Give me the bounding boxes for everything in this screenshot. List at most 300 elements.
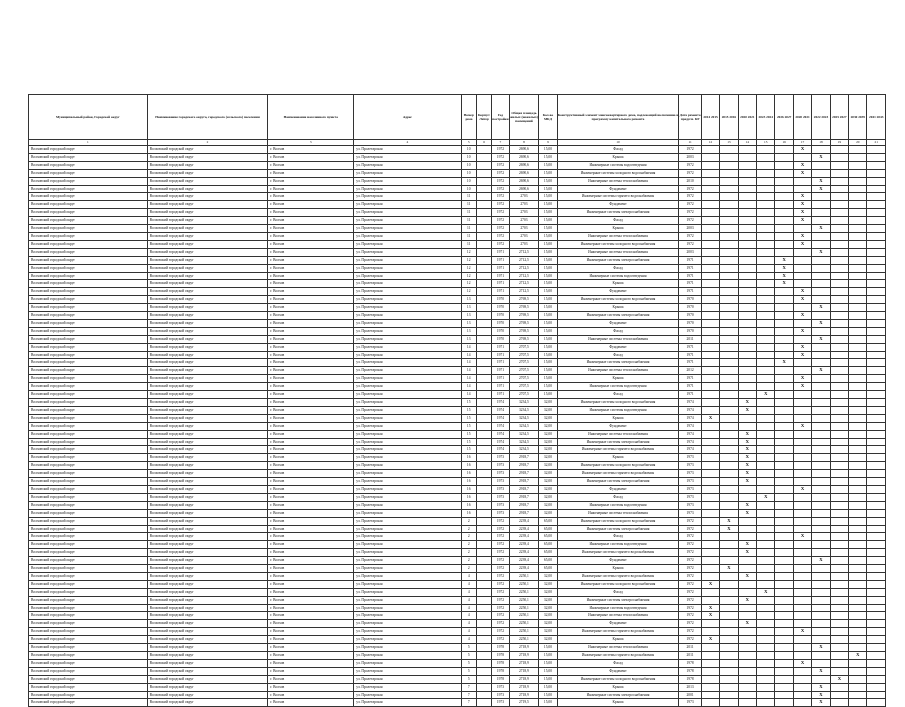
period-cell-15 [757,177,775,185]
repair-date-cell: 1974 [679,399,701,407]
period-mark-12: X [701,612,719,620]
build-year-cell: 1973 [492,493,509,501]
period-cell-17 [793,225,811,233]
build-year-cell: 1971 [492,288,509,296]
table-row [29,209,886,217]
period-mark-17: X [793,383,811,391]
table-row [29,177,886,185]
period-cell-19 [830,351,848,359]
period-cell-19 [830,541,848,549]
mkd-count-cell: 15,00 [539,652,557,660]
settlement-cell: г. Волхов [268,565,354,573]
area-cell: 2718,9 [509,644,539,652]
period-cell-16 [775,462,793,470]
area-cell: 2690,6 [509,161,539,169]
period-cell-15 [757,169,775,177]
period-cell-12 [701,327,719,335]
repair-date-cell: 1972 [679,517,701,525]
period-cell-13 [720,406,738,414]
municipality-cell: Волховский городской округ [147,659,268,667]
period-cell-18 [812,628,830,636]
period-mark-17: X [793,209,811,217]
period-cell-21 [867,280,886,288]
settlement-cell: г. Волхов [268,541,354,549]
period-cell-18 [812,517,830,525]
period-cell-15 [757,652,775,660]
period-cell-13 [720,280,738,288]
period-cell-12 [701,588,719,596]
build-year-cell: 1974 [492,406,509,414]
period-cell-17 [793,264,811,272]
address-cell: ул. Пролетарская [354,177,461,185]
table-row [29,232,886,240]
district-cell: Волховский городской округ [29,225,148,233]
settlement-cell: г. Волхов [268,422,354,430]
mkd-count-cell: 65,00 [539,565,557,573]
municipality-cell: Волховский городской округ [147,185,268,193]
period-cell-21 [867,652,886,660]
district-cell: Волховский городской округ [29,375,148,383]
element-cell: Инженерные системы водоотведения [557,161,679,169]
period-cell-21 [867,256,886,264]
period-cell-12 [701,391,719,399]
municipality-cell: Волховский городской округ [147,296,268,304]
period-cell-12 [701,240,719,248]
element-cell: Инженерные системы теплоснабжения [557,177,679,185]
period-cell-12 [701,319,719,327]
period-cell-15 [757,161,775,169]
area-cell: 2703 [509,240,539,248]
address-cell: ул. Пролетарская [354,399,461,407]
period-cell-17 [793,177,811,185]
table-row [29,383,886,391]
build-year-cell: 1974 [492,422,509,430]
period-cell-16 [775,683,793,691]
municipality-cell: Волховский городской округ [147,169,268,177]
address-cell: ул. Пролетарская [354,406,461,414]
build-year-cell: 1971 [492,383,509,391]
period-cell-13 [720,509,738,517]
period-cell-20 [849,193,867,201]
period-mark-18: X [812,185,830,193]
area-cell: 2718,9 [509,683,539,691]
period-cell-17 [793,557,811,565]
period-cell-12 [701,209,719,217]
period-cell-16 [775,517,793,525]
table-row [29,446,886,454]
period-cell-18 [812,288,830,296]
table-row [29,699,886,707]
settlement-cell: г. Волхов [268,659,354,667]
period-cell-12 [701,146,719,154]
building-cell [476,343,491,351]
element-cell: Инженерные системы горячего водоснабжения [557,470,679,478]
period-cell-16 [775,525,793,533]
district-cell: Волховский городской округ [29,565,148,573]
settlement-cell: г. Волхов [268,699,354,707]
period-cell-12 [701,304,719,312]
period-mark-17: X [793,485,811,493]
period-cell-17 [793,280,811,288]
period-cell-17 [793,414,811,422]
district-cell: Волховский городской округ [29,335,148,343]
period-mark-17: X [793,169,811,177]
period-cell-20 [849,470,867,478]
house-number-cell: 14 [461,367,476,375]
period-cell-19 [830,525,848,533]
period-cell-19 [830,161,848,169]
period-cell-14 [738,391,756,399]
period-cell-19 [830,462,848,470]
period-cell-14 [738,493,756,501]
building-cell [476,667,491,675]
area-cell: 2719,5 [509,699,539,707]
address-cell: ул. Пролетарская [354,391,461,399]
period-cell-14 [738,232,756,240]
area-cell: 2712,5 [509,280,539,288]
period-cell-20 [849,572,867,580]
period-cell-20 [849,161,867,169]
build-year-cell: 1971 [492,343,509,351]
area-cell: 2769,5 [509,335,539,343]
build-year-cell: 1972 [492,604,509,612]
period-cell-15 [757,217,775,225]
area-cell: 2239,4 [509,533,539,541]
period-cell-16 [775,478,793,486]
element-cell: Инженерные системы электроснабжения [557,596,679,604]
settlement-cell: г. Волхов [268,272,354,280]
area-cell: 3234,5 [509,422,539,430]
build-year-cell: 1972 [492,240,509,248]
period-cell-13 [720,240,738,248]
period-cell-12 [701,359,719,367]
settlement-cell: г. Волхов [268,580,354,588]
period-mark-14: X [738,470,756,478]
period-cell-16 [775,240,793,248]
period-cell-14 [738,288,756,296]
element-cell: Инженерные системы горячего водоснабжения [557,652,679,660]
period-cell-13 [720,644,738,652]
building-cell [476,509,491,517]
building-cell [476,351,491,359]
period-cell-13 [720,217,738,225]
settlement-cell: г. Волхов [268,549,354,557]
house-number-cell: 10 [461,169,476,177]
repair-date-cell: 1972 [679,604,701,612]
element-cell: Инженерные системы теплоснабжения [557,367,679,375]
period-cell-17 [793,541,811,549]
build-year-cell: 1972 [492,588,509,596]
mkd-count-cell: 15,00 [539,209,557,217]
period-cell-14 [738,153,756,161]
period-cell-18 [812,256,830,264]
municipality-cell: Волховский городской округ [147,406,268,414]
address-cell: ул. Пролетарская [354,367,461,375]
period-cell-14 [738,383,756,391]
mkd-count-cell: 65,00 [539,525,557,533]
district-cell: Волховский городской округ [29,327,148,335]
period-cell-19 [830,383,848,391]
period-cell-12 [701,438,719,446]
mkd-count-cell: 15,00 [539,659,557,667]
period-mark-14: X [738,406,756,414]
municipality-cell: Волховский городской округ [147,462,268,470]
settlement-cell: г. Волхов [268,478,354,486]
period-cell-20 [849,367,867,375]
table-row [29,588,886,596]
settlement-cell: г. Волхов [268,557,354,565]
address-cell: ул. Пролетарская [354,375,461,383]
table-row [29,217,886,225]
address-cell: ул. Пролетарская [354,667,461,675]
period-mark-17: X [793,217,811,225]
build-year-cell: 1972 [492,525,509,533]
period-cell-15 [757,533,775,541]
house-number-cell: 16 [461,509,476,517]
period-cell-21 [867,185,886,193]
mkd-count-cell: 65,00 [539,557,557,565]
period-cell-13 [720,169,738,177]
table-row [29,406,886,414]
period-cell-17 [793,612,811,620]
period-cell-20 [849,699,867,707]
municipality-cell: Волховский городской округ [147,351,268,359]
period-cell-13 [720,248,738,256]
period-cell-21 [867,580,886,588]
municipality-cell: Волховский городской округ [147,675,268,683]
period-cell-13 [720,335,738,343]
mkd-count-cell: 32,00 [539,572,557,580]
period-cell-14 [738,146,756,154]
period-mark-18: X [812,225,830,233]
period-cell-20 [849,422,867,430]
house-number-cell: 16 [461,454,476,462]
period-cell-12 [701,683,719,691]
municipality-cell: Волховский городской округ [147,628,268,636]
building-cell [476,312,491,320]
period-cell-14 [738,217,756,225]
municipality-cell: Волховский городской округ [147,485,268,493]
build-year-cell: 1973 [492,485,509,493]
repair-date-cell: 1971 [679,375,701,383]
build-year-cell: 1971 [492,359,509,367]
period-cell-19 [830,232,848,240]
building-cell [476,478,491,486]
settlement-cell: г. Волхов [268,406,354,414]
period-cell-12 [701,406,719,414]
build-year-cell: 1972 [492,201,509,209]
period-cell-17 [793,604,811,612]
district-cell: Волховский городской округ [29,430,148,438]
address-cell: ул. Пролетарская [354,217,461,225]
period-cell-15 [757,612,775,620]
address-cell: ул. Пролетарская [354,517,461,525]
repair-date-cell: 1974 [679,406,701,414]
period-cell-18 [812,533,830,541]
period-cell-18 [812,454,830,462]
period-cell-13 [720,161,738,169]
period-cell-20 [849,462,867,470]
period-cell-12 [701,217,719,225]
table-row [29,652,886,660]
period-cell-19 [830,319,848,327]
period-cell-15 [757,375,775,383]
build-year-cell: 1972 [492,541,509,549]
period-cell-15 [757,557,775,565]
period-cell-21 [867,533,886,541]
settlement-cell: г. Волхов [268,612,354,620]
period-cell-16 [775,201,793,209]
period-cell-18 [812,422,830,430]
period-mark-20: X [849,652,867,660]
area-cell: 2769,5 [509,312,539,320]
municipality-cell: Волховский городской округ [147,517,268,525]
period-cell-20 [849,557,867,565]
period-cell-19 [830,485,848,493]
repair-date-cell: 2011 [679,644,701,652]
area-cell: 2250,1 [509,596,539,604]
table-row [29,533,886,541]
period-cell-19 [830,343,848,351]
element-cell: Инженерные системы теплоснабжения [557,430,679,438]
period-cell-12 [701,620,719,628]
period-cell-20 [849,438,867,446]
column-header-16: 2026 2027 [775,95,793,140]
settlement-cell: г. Волхов [268,675,354,683]
address-cell: ул. Пролетарская [354,304,461,312]
period-cell-18 [812,240,830,248]
column-number-21: 21 [867,140,886,146]
period-mark-17: X [793,232,811,240]
period-cell-16 [775,454,793,462]
settlement-cell: г. Волхов [268,225,354,233]
element-cell: Крыша [557,683,679,691]
period-cell-16 [775,161,793,169]
build-year-cell: 1972 [492,232,509,240]
element-cell: Фасад [557,217,679,225]
element-cell: Фасад [557,533,679,541]
district-cell: Волховский городской округ [29,399,148,407]
settlement-cell: г. Волхов [268,509,354,517]
mkd-count-cell: 65,00 [539,549,557,557]
table-row [29,541,886,549]
building-cell [476,319,491,327]
municipality-cell: Волховский городской округ [147,533,268,541]
period-mark-15: X [757,493,775,501]
element-cell: Инженерные системы горячего водоснабжения [557,572,679,580]
table-row [29,414,886,422]
mkd-count-cell: 15,00 [539,327,557,335]
table-row [29,612,886,620]
repair-date-cell: 1973 [679,509,701,517]
municipality-cell: Волховский городской округ [147,644,268,652]
period-cell-15 [757,572,775,580]
period-cell-16 [775,628,793,636]
column-header-12: 2014 2015 [701,95,719,140]
period-cell-15 [757,280,775,288]
period-cell-16 [775,667,793,675]
column-header-9: Кол-во МКД [539,95,557,140]
period-cell-18 [812,588,830,596]
settlement-cell: г. Волхов [268,177,354,185]
build-year-cell: 1972 [492,557,509,565]
municipality-cell: Волховский городской округ [147,367,268,375]
period-cell-20 [849,691,867,699]
period-cell-15 [757,209,775,217]
period-cell-13 [720,414,738,422]
house-number-cell: 2 [461,525,476,533]
period-cell-16 [775,343,793,351]
period-cell-13 [720,367,738,375]
period-cell-19 [830,493,848,501]
column-number-5: 5 [461,140,476,146]
column-header-8: Общая площадь жилых (нежилых) помещений [509,95,539,140]
mkd-count-cell: 32,00 [539,454,557,462]
address-cell: ул. Пролетарская [354,248,461,256]
period-cell-16 [775,185,793,193]
building-cell [476,588,491,596]
settlement-cell: г. Волхов [268,525,354,533]
period-cell-15 [757,240,775,248]
period-cell-15 [757,319,775,327]
period-cell-14 [738,169,756,177]
house-number-cell: 12 [461,280,476,288]
building-cell [476,517,491,525]
municipality-cell: Волховский городской округ [147,612,268,620]
building-cell [476,683,491,691]
district-cell: Волховский городской округ [29,596,148,604]
mkd-count-cell: 15,00 [539,272,557,280]
period-cell-16 [775,430,793,438]
period-cell-19 [830,691,848,699]
period-cell-18 [812,470,830,478]
house-number-cell: 12 [461,272,476,280]
column-number-6: 6 [476,140,491,146]
address-cell: ул. Пролетарская [354,644,461,652]
district-cell: Волховский городской округ [29,509,148,517]
area-cell: 2918,7 [509,493,539,501]
build-year-cell: 1972 [492,580,509,588]
period-cell-19 [830,580,848,588]
area-cell: 2690,6 [509,185,539,193]
period-cell-19 [830,628,848,636]
municipality-cell: Волховский городской округ [147,391,268,399]
period-cell-17 [793,691,811,699]
period-cell-19 [830,193,848,201]
period-cell-17 [793,620,811,628]
period-cell-20 [849,185,867,193]
repair-date-cell: 1971 [679,391,701,399]
settlement-cell: г. Волхов [268,572,354,580]
period-cell-19 [830,248,848,256]
repair-date-cell: 1971 [679,272,701,280]
period-cell-21 [867,644,886,652]
period-cell-16 [775,375,793,383]
period-cell-19 [830,272,848,280]
house-number-cell: 11 [461,193,476,201]
house-number-cell: 7 [461,699,476,707]
address-cell: ул. Пролетарская [354,478,461,486]
period-cell-14 [738,628,756,636]
column-number-3: 3 [268,140,354,146]
repair-date-cell: 1972 [679,620,701,628]
house-number-cell: 12 [461,288,476,296]
period-cell-19 [830,565,848,573]
period-cell-21 [867,683,886,691]
build-year-cell: 1970 [492,335,509,343]
house-number-cell: 2 [461,549,476,557]
build-year-cell: 1978 [492,644,509,652]
